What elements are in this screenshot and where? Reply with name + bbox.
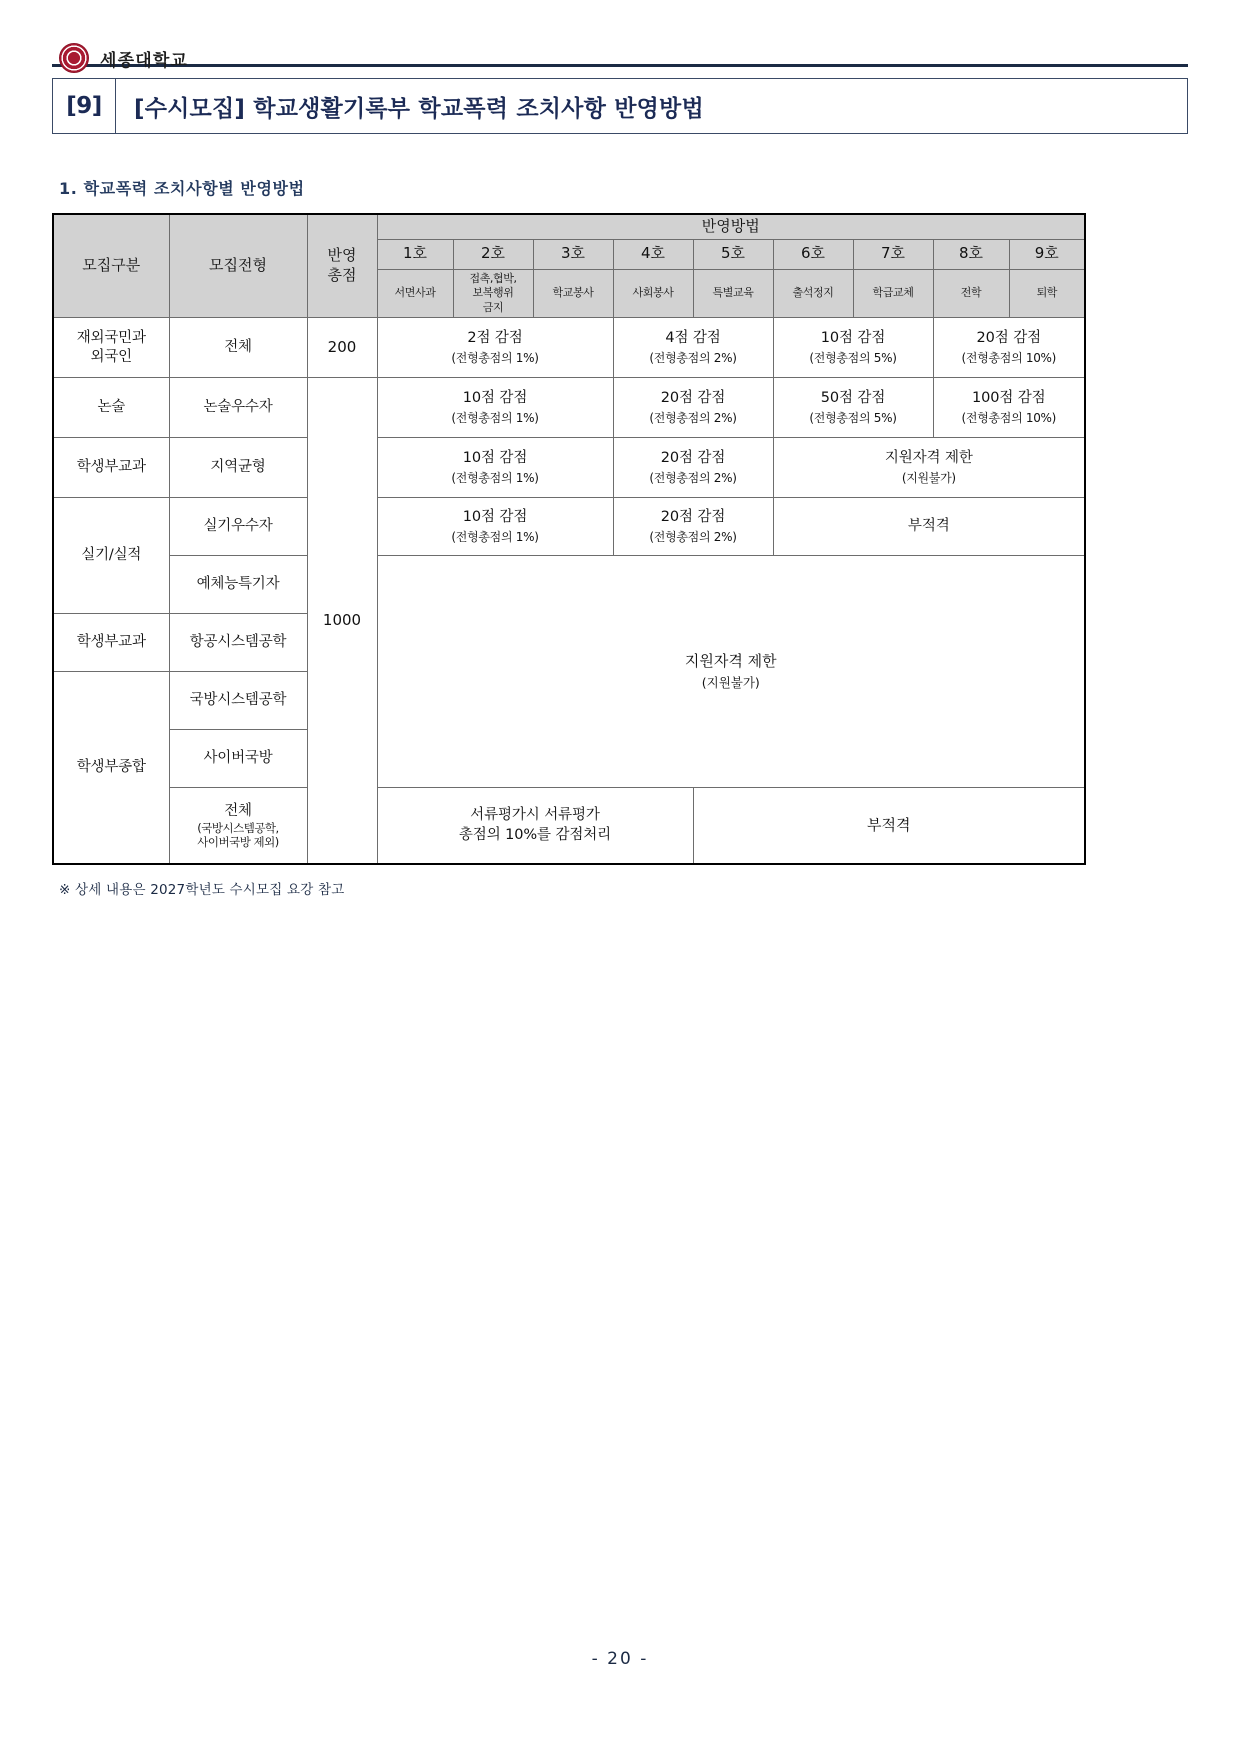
header-ho-4: 4호 [613, 239, 693, 269]
page-title-number: [9] [53, 79, 116, 133]
header-ho-5: 5호 [693, 239, 773, 269]
header-kind-3: 학교봉사 [533, 269, 613, 318]
header-ho-8: 8호 [933, 239, 1009, 269]
row-track-practical-excellent: 실기우수자 [169, 498, 307, 556]
cell-practical-4to5 [613, 498, 773, 556]
cell-merged-disqualified-main: 지원자격 제한 [684, 651, 777, 670]
cell-merged-disqualified [377, 556, 1085, 788]
header-kind-2 [453, 269, 533, 318]
row-track-comprehensive-all-main: 전체 [224, 802, 252, 819]
table-row-comprehensive-all [53, 788, 1085, 864]
row-group-practical: 실기/실적 [53, 498, 169, 614]
header-kind-4: 사회봉사 [613, 269, 693, 318]
page-number: - 20 - [591, 1649, 649, 1669]
cell-foreign-4to5 [613, 318, 773, 378]
row-track-arts-athletics: 예체능특기자 [169, 556, 307, 614]
header-ho-1: 1호 [377, 239, 453, 269]
cell-foreign-1to3-sub: (전형총점의 1%) [451, 350, 539, 365]
row-track-comprehensive-all-sub1: (국방시스템공학, [197, 820, 279, 835]
row-group-essay: 논술 [53, 378, 169, 438]
cell-foreign-1to3-main: 2점 감점 [467, 329, 523, 346]
cell-foreign-8to9-main: 20점 감점 [976, 329, 1042, 346]
row-group-comprehensive: 학생부종합 [53, 672, 169, 864]
cell-regional-1to3 [377, 438, 613, 498]
table-row-essay [53, 378, 1085, 438]
school-violence-measures-table [52, 213, 1086, 865]
cell-merged-disqualified-sub: (지원불가) [701, 675, 760, 691]
cell-practical-4to5-sub: (전형총점의 2%) [649, 529, 737, 544]
cell-essay-8to9-sub: (전형총점의 10%) [961, 410, 1057, 425]
cell-foreign-6to7-sub: (전형총점의 5%) [809, 350, 897, 365]
header-kind-1: 서면사과 [377, 269, 453, 318]
row-total-foreign: 200 [307, 318, 377, 378]
cell-regional-1to3-sub: (전형총점의 1%) [451, 470, 539, 485]
cell-essay-6to7-main: 50점 감점 [820, 389, 886, 406]
cell-foreign-4to5-sub: (전형총점의 2%) [649, 350, 737, 365]
cell-foreign-8to9 [933, 318, 1085, 378]
cell-regional-6to9-main: 지원자격 제한 [884, 449, 973, 466]
row-group-subject: 학생부교과 [53, 438, 169, 498]
cell-foreign-6to7 [773, 318, 933, 378]
cell-regional-6to9 [773, 438, 1085, 498]
header-ho-2: 2호 [453, 239, 533, 269]
cell-practical-6to9: 부적격 [773, 498, 1085, 556]
sejong-university-emblem-icon [59, 43, 89, 73]
cell-foreign-4to5-main: 4점 감점 [665, 329, 721, 346]
header-kind-9: 퇴학 [1009, 269, 1085, 318]
row-track-defense-system: 국방시스템공학 [169, 672, 307, 730]
header-divider [52, 64, 1188, 67]
table-header-row-1 [53, 214, 1085, 239]
row-track-comprehensive-all [169, 788, 307, 864]
cell-practical-1to3-main: 10점 감점 [462, 508, 528, 525]
header-kind-2-line3: 금지 [482, 300, 504, 314]
cell-regional-1to3-main: 10점 감점 [462, 449, 528, 466]
header-kind-2-line1: 접촉,협박, [469, 271, 517, 285]
cell-regional-4to5-sub: (전형총점의 2%) [649, 470, 737, 485]
header-kind-5: 특별교육 [693, 269, 773, 318]
section-heading: 1. 학교폭력 조치사항별 반영방법 [59, 179, 305, 198]
cell-regional-4to5 [613, 438, 773, 498]
cell-essay-1to3-sub: (전형총점의 1%) [451, 410, 539, 425]
cell-foreign-8to9-sub: (전형총점의 10%) [961, 350, 1057, 365]
header-ho-7: 7호 [853, 239, 933, 269]
cell-document-evaluation-penalty-line1: 서류평가시 서류평가 [470, 807, 600, 824]
cell-practical-4to5-main: 20점 감점 [660, 508, 726, 525]
cell-essay-1to3 [377, 378, 613, 438]
row-track-foreign: 전체 [169, 318, 307, 378]
row-track-aero: 항공시스템공학 [169, 614, 307, 672]
header-track: 모집전형 [169, 214, 307, 318]
cell-practical-1to3-sub: (전형총점의 1%) [451, 529, 539, 544]
cell-essay-6to7-sub: (전형총점의 5%) [809, 410, 897, 425]
row-track-essay: 논술우수자 [169, 378, 307, 438]
table-row-practical-excellent [53, 498, 1085, 556]
cell-regional-4to5-main: 20점 감점 [660, 449, 726, 466]
header-group: 모집구분 [53, 214, 169, 318]
header-ho-6: 6호 [773, 239, 853, 269]
cell-essay-8to9-main: 100점 감점 [971, 389, 1046, 406]
cell-essay-6to7 [773, 378, 933, 438]
header-total-line1: 반영 [327, 246, 357, 265]
row-track-comprehensive-all-sub2: 사이버국방 제외) [197, 835, 279, 850]
page-title: [수시모집] 학교생활기록부 학교폭력 조치사항 반영방법 [134, 95, 704, 122]
page-title-box [52, 78, 1188, 134]
cell-foreign-1to3 [377, 318, 613, 378]
table-row-regional [53, 438, 1085, 498]
header-ho-9: 9호 [1009, 239, 1085, 269]
cell-document-evaluation-penalty [377, 788, 693, 864]
cell-disqualified-final: 부적격 [693, 788, 1085, 864]
cell-essay-1to3-main: 10점 감점 [462, 389, 528, 406]
cell-essay-4to5-sub: (전형총점의 2%) [649, 410, 737, 425]
header-ho-3: 3호 [533, 239, 613, 269]
cell-regional-6to9-sub: (지원불가) [901, 470, 956, 485]
brand-header [52, 0, 1188, 71]
row-group-foreign-line1: 재외국민과 [76, 329, 146, 346]
footnote: ※ 상세 내용은 2027학년도 수시모집 요강 참고 [59, 881, 345, 898]
header-kind-6: 출석정지 [773, 269, 853, 318]
table-row-foreign [53, 318, 1085, 378]
cell-document-evaluation-penalty-line2: 총점의 10%를 감점처리 [458, 826, 612, 843]
cell-essay-4to5 [613, 378, 773, 438]
header-total-line2: 총점 [327, 266, 357, 285]
row-group-subject-2: 학생부교과 [53, 614, 169, 672]
row-track-regional: 지역균형 [169, 438, 307, 498]
brand-name: 세종대학교 [100, 50, 189, 71]
row-group-foreign [53, 318, 169, 378]
cell-foreign-6to7-main: 10점 감점 [820, 329, 886, 346]
row-group-foreign-line2: 외국인 [90, 348, 132, 365]
cell-practical-1to3 [377, 498, 613, 556]
row-total-1000: 1000 [307, 378, 377, 864]
cell-essay-4to5-main: 20점 감점 [660, 389, 726, 406]
row-track-cyber-defense: 사이버국방 [169, 730, 307, 788]
header-kind-8: 전학 [933, 269, 1009, 318]
header-kind-7: 학급교체 [853, 269, 933, 318]
cell-essay-8to9 [933, 378, 1085, 438]
table-row-arts-athletics [53, 556, 1085, 614]
header-total-score [307, 214, 377, 318]
header-method: 반영방법 [377, 214, 1085, 239]
header-kind-2-line2: 보복행위 [472, 286, 514, 300]
